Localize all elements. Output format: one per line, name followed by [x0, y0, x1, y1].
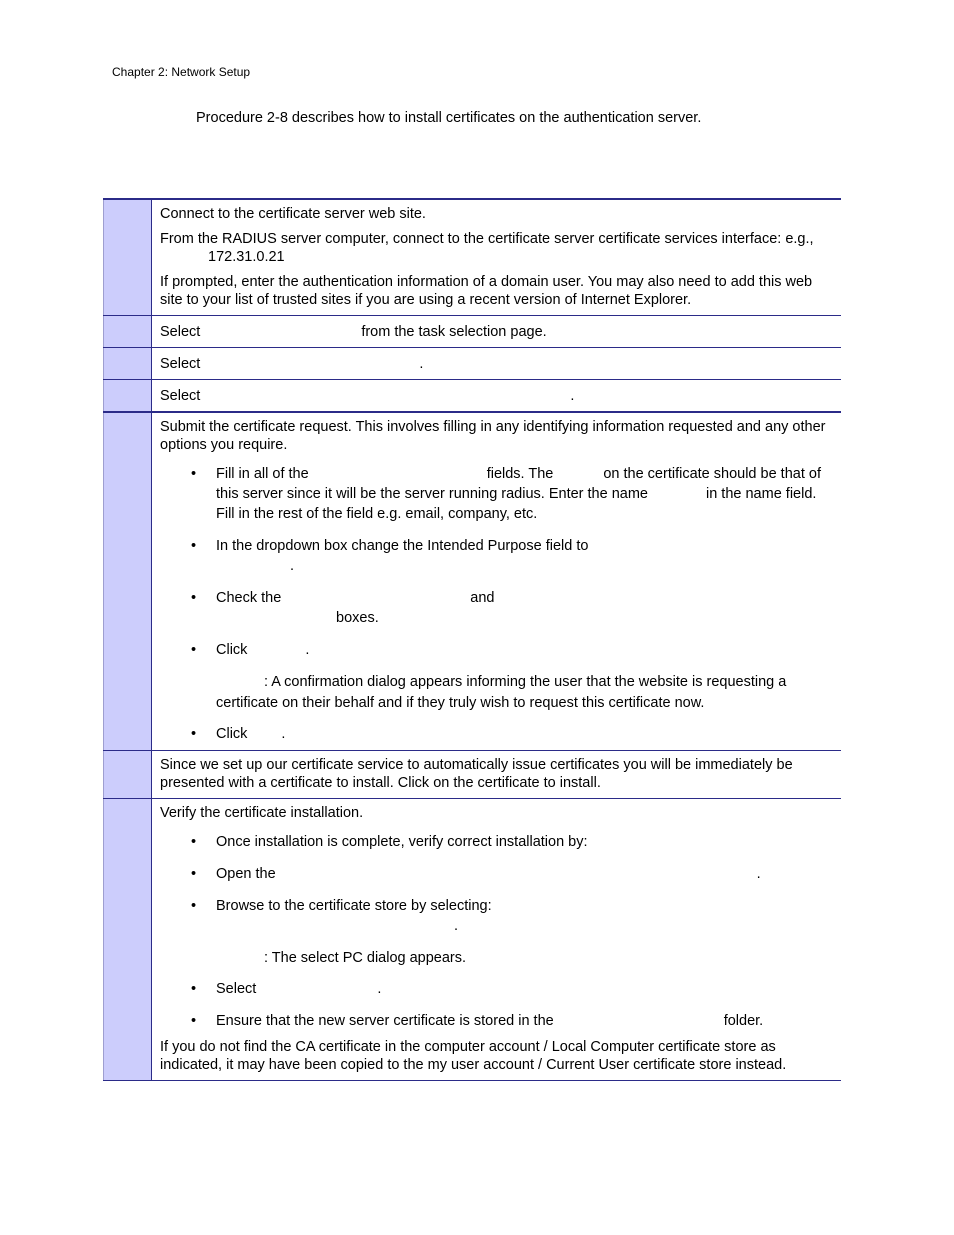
step-text: Submit the certificate request. This involves filling in any identifying information requested and any other options you require. [160, 419, 826, 453]
list-item: • In the dropdown box change the Intended Purpose field to . [160, 536, 833, 576]
chapter-header: Chapter 2: Network Setup [112, 65, 251, 79]
step-text: Select from the task selection page. [160, 324, 547, 340]
intro-text: Procedure 2-8 describes how to install certificates on the authentication server. [196, 110, 702, 126]
procedure-step-4 [103, 380, 841, 413]
procedure-step-2 [103, 316, 841, 348]
step-content [152, 316, 841, 347]
step-content [152, 380, 841, 411]
step-number-cell [103, 799, 152, 1080]
bullet-list [160, 832, 833, 936]
bullet-list [160, 464, 833, 660]
note-text: : The select PC dialog appears. [264, 950, 467, 966]
step-text: If prompted, enter the authentication information of a domain user. You may also need to add this web site to your list of trusted sites if you are using a recent version of Internet Explorer. [160, 274, 813, 308]
bullet-list [160, 724, 833, 744]
step-number-cell [103, 751, 152, 798]
procedure-step-6 [103, 751, 841, 799]
procedure-step-7 [103, 799, 841, 1081]
list-item: • Click . [160, 724, 833, 744]
list-item: • Ensure that the new server certificate is stored in the folder. [160, 1011, 833, 1031]
bullet-list [160, 979, 833, 1031]
list-item: • Fill in all of the fields. The on the certificate should be that of this server since it will be the server running radius. Enter the name in the name field. Fill in the rest of the field e.g. email, company, etc. [160, 464, 833, 524]
step-text: Verify the certificate installation. [160, 805, 364, 821]
note-text: : A confirmation dialog appears informing the user that the website is requesting a certificate on their behalf and if they truly wish to request this certificate now. [216, 674, 787, 711]
list-item: • Open the . [160, 864, 833, 884]
step-number-cell [103, 316, 152, 347]
step-number-cell [103, 348, 152, 379]
step-text: Connect to the certificate server web site. [160, 206, 426, 222]
procedure-step-3 [103, 348, 841, 380]
list-item: • Browse to the certificate store by selecting: . [160, 896, 833, 936]
list-item: • Select . [160, 979, 833, 999]
list-item: • Check the and boxes. [160, 588, 833, 628]
step-content [152, 348, 841, 379]
step-number-cell [103, 413, 152, 750]
list-item: • Once installation is complete, verify correct installation by: [160, 832, 833, 852]
step-content [152, 200, 841, 315]
procedure-step-1 [103, 200, 841, 316]
procedure-step-5 [103, 413, 841, 751]
step-text: Select . [160, 356, 424, 372]
step-text: Since we set up our certificate service to automatically issue certificates you will be immediately be presented with a certificate to install. Click on the certificate to install. [160, 757, 793, 791]
procedure-table [103, 198, 841, 1081]
step-text: If you do not find the CA certificate in the computer account / Local Computer certificate store as indicated, it may have been copied to the my user account / Current User certificate store instead. [160, 1039, 787, 1073]
step-content [152, 799, 841, 1080]
list-item: • Click . [160, 640, 833, 660]
step-number-cell [103, 200, 152, 315]
step-content [152, 413, 841, 750]
step-text: From the RADIUS server computer, connect to the certificate server certificate services interface: e.g., 172.31.0.21 [160, 231, 814, 265]
step-text: Select . [160, 388, 575, 404]
step-content [152, 751, 841, 798]
step-number-cell [103, 380, 152, 411]
